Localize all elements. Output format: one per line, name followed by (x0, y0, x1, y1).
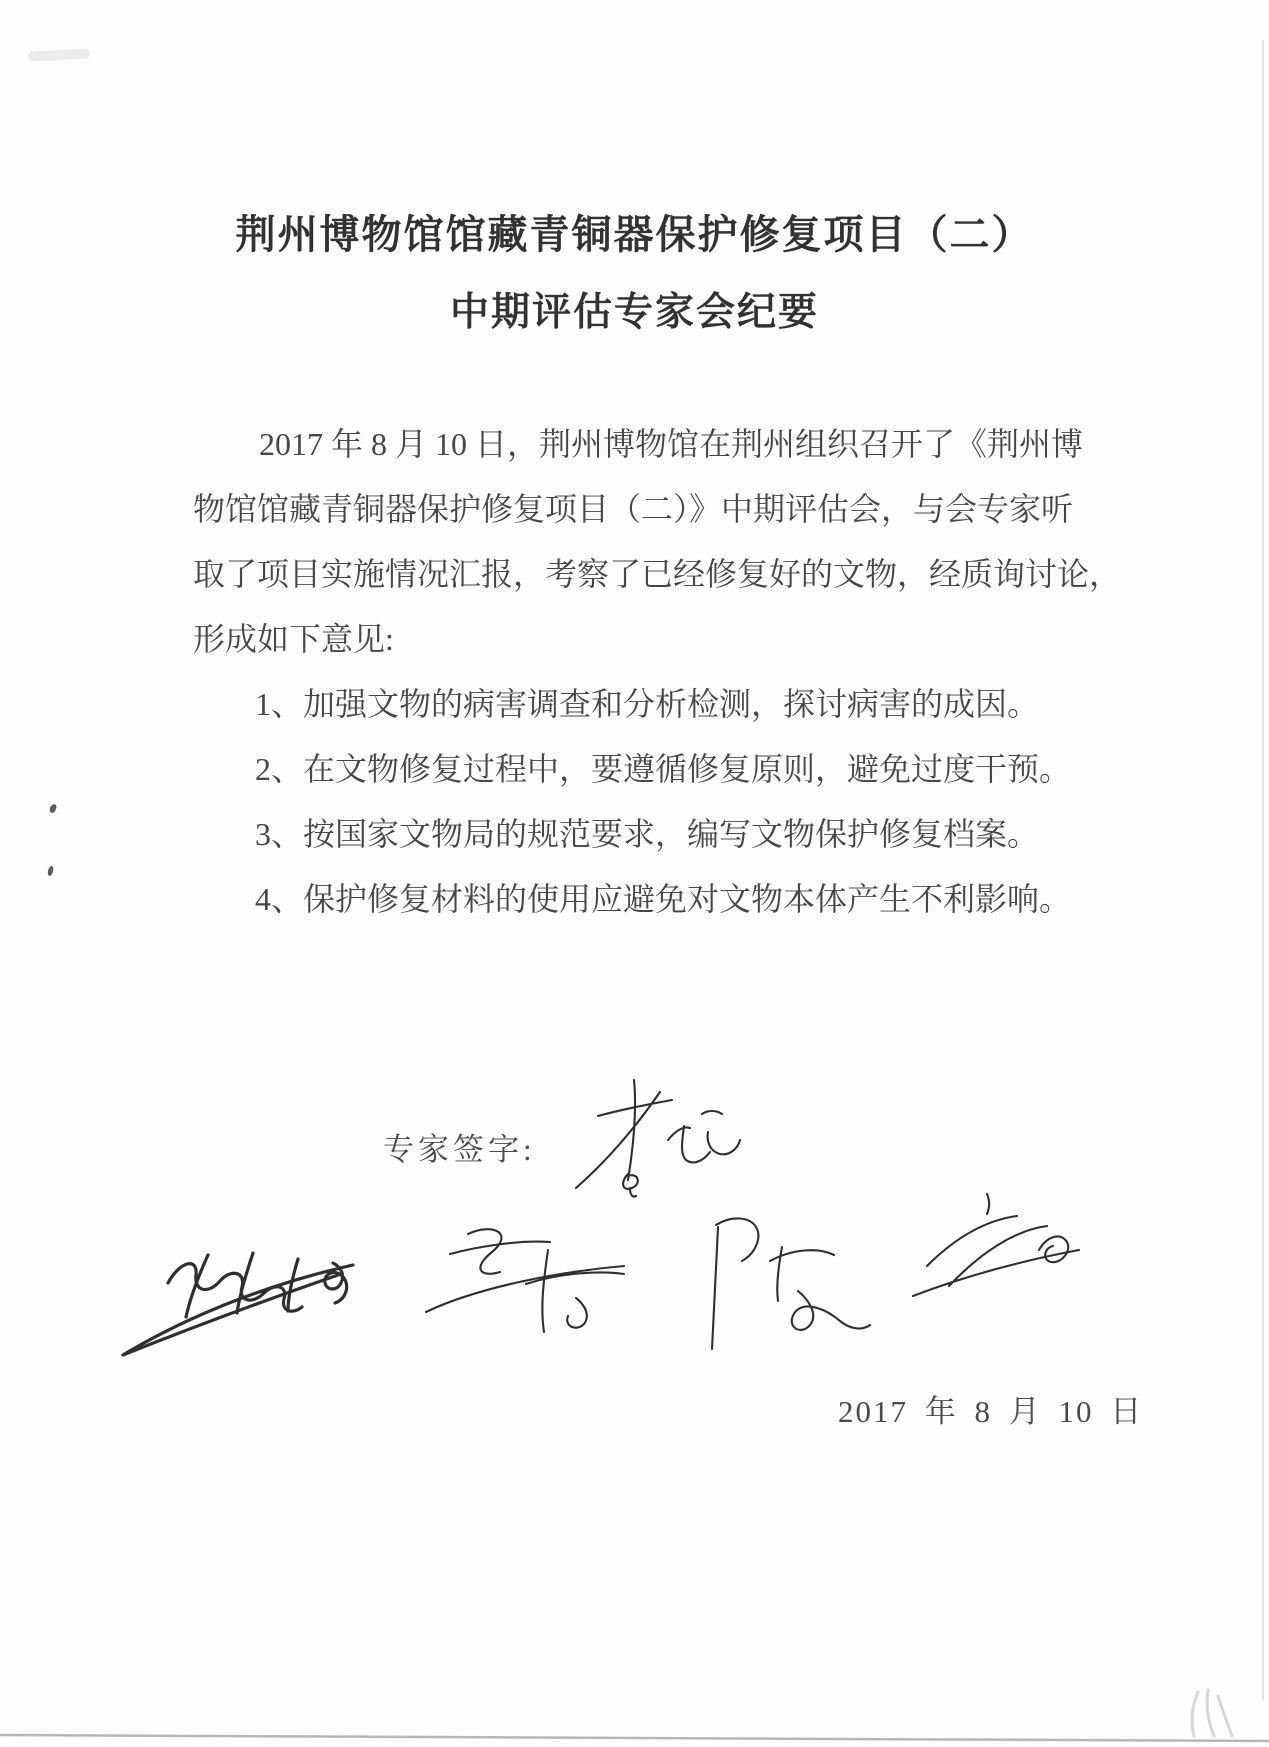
smudge-stroke (1192, 1690, 1232, 1736)
document-title-line1: 荆州博物馆馆藏青铜器保护修复项目（二） (235, 212, 1034, 257)
paragraph-line: 2017 年 8 月 10 日，荆州博物馆在荆州组织召开了《荆州博 (259, 426, 1084, 462)
signature-label: 专家签字: (383, 1132, 536, 1167)
list-item-1: 1、加强文物的病害调查和分析检测，探讨病害的成因。 (255, 686, 1040, 722)
paragraph-line: 取了项目实施情况汇报，考察了已经修复好的文物，经质询讨论， (193, 556, 1122, 592)
list-item-2: 2、在文物修复过程中，要遵循修复原则，避免过度干预。 (255, 751, 1072, 787)
paragraph-line: 物馆馆藏青铜器保护修复项目（二）》中期评估会，与会专家听 (193, 491, 1074, 527)
list-item-3: 3、按国家文物局的规范要求，编写文物保护修复档案。 (255, 816, 1040, 852)
document-title-line2: 中期评估专家会纪要 (449, 291, 819, 334)
paragraph-line: 形成如下意见: (193, 621, 394, 657)
list-item-4: 4、保护修复材料的使用应避免对文物本体产生不利影响。 (255, 881, 1072, 917)
document-date: 2017 年 8 月 10 日 (838, 1394, 1144, 1429)
